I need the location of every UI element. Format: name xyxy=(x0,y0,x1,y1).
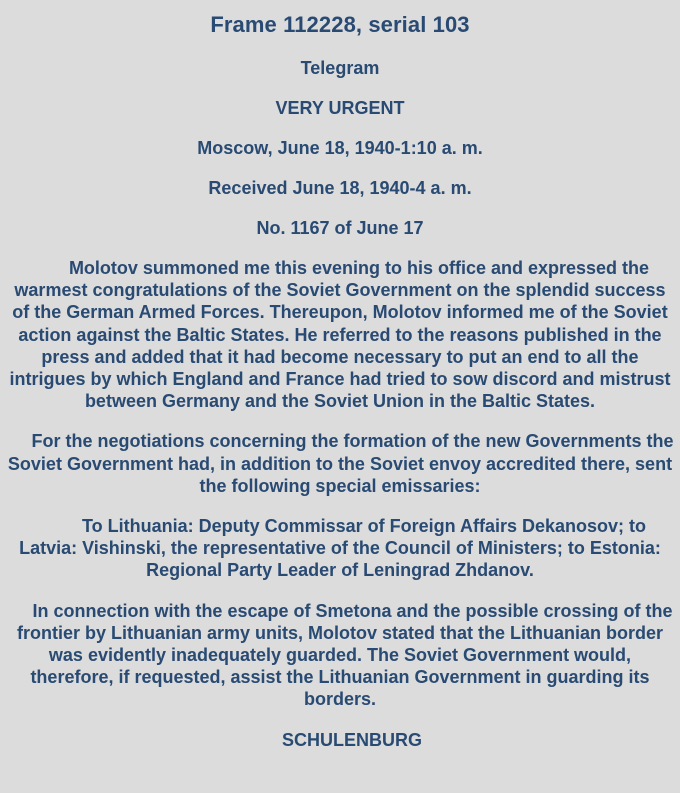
body-paragraph: In connection with the escape of Smetona and the possible crossing of the frontier by Lithuanian army units, Molotov stated that the Lithuanian border was evidently inadequately guarded. The Soviet Government would, therefore, if requested, assist the Lithuanian Government in guarding its borders. xyxy=(16,600,673,710)
body-paragraph: To Lithuania: Deputy Commissar of Foreign Affairs Dekanosov; to Latvia: Vishinski, the representative of the Council of Ministers; to Estonia: Regional Party Leader of Leningrad Zhdanov. xyxy=(19,516,661,581)
signature: SCHULENBURG xyxy=(281,729,422,750)
received-datetime: Received June 18, 1940-4 a. m. xyxy=(208,178,472,198)
telegram-number: No. 1167 of June 17 xyxy=(256,218,424,238)
document-type: Telegram xyxy=(300,58,380,78)
sent-datetime: Moscow, June 18, 1940-1:10 a. m. xyxy=(197,138,483,158)
priority-label: VERY URGENT xyxy=(275,98,405,118)
page-title: Frame 112228, serial 103 xyxy=(210,12,470,37)
body-paragraph: For the negotiations concerning the formation of the new Governments the Soviet Government had, in addition to the Soviet envoy accredited there, sent the following special emissaries: xyxy=(7,431,674,496)
body-paragraph: Molotov summoned me this evening to his office and expressed the warmest congratulations of the Soviet Government on the splendid success of the German Armed Forces. Thereupon, Molotov informed me of the Soviet action against the Baltic States. He referred to the reasons published in the press and added that it had become necessary to put an end to all the intrigues by which England and France had tried to sow discord and mistrust between Germany and the Soviet Union in the Baltic States. xyxy=(9,258,671,412)
